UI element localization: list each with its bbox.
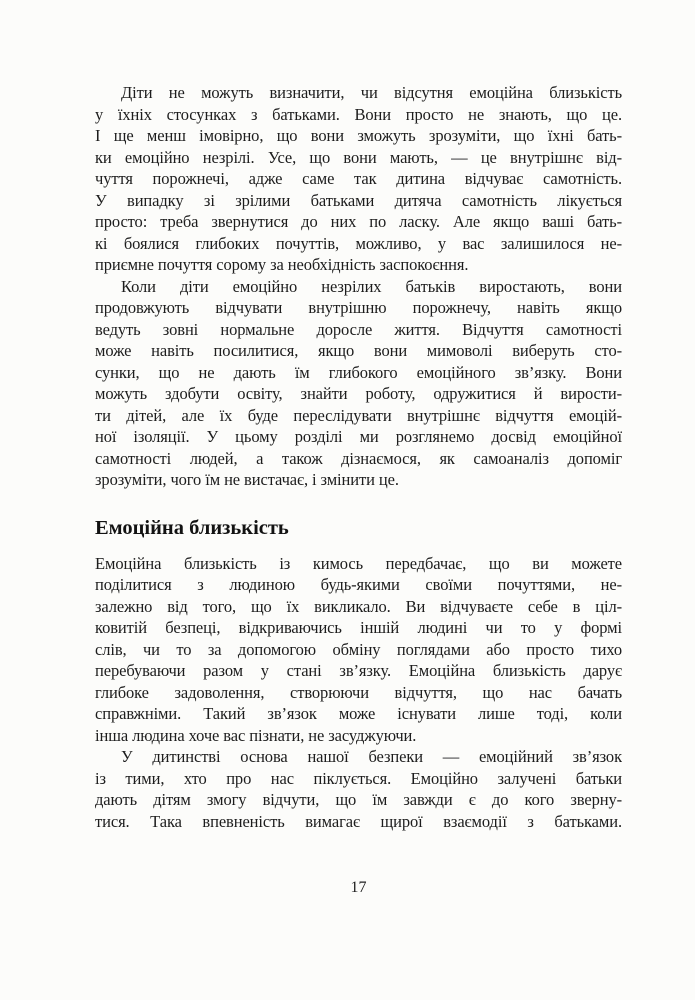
paragraph bbox=[95, 746, 622, 832]
text-line: сунки, що не дають їм глибокого емоційного зв’язку. Вони bbox=[95, 362, 622, 382]
text-line: глибоке задоволення, створюючи відчуття, що нас бачать bbox=[95, 682, 622, 702]
text-line: дають дітям змогу відчути, що їм завжди є до кого зверну- bbox=[95, 790, 622, 809]
text-line: слів, чи то за допомогою обміну поглядами або просто тихо bbox=[95, 639, 622, 659]
text-line: самотності людей, а також дізнаємося, як самоаналіз допоміг bbox=[95, 448, 622, 468]
text-line: У дитинстві основа нашої безпеки — емоційний зв’язок bbox=[121, 747, 622, 766]
text-line: ковитій безпеці, відкриваючись іншій людині чи то у формі bbox=[95, 618, 622, 637]
paragraph bbox=[95, 82, 622, 276]
text-line: тися. Така впевненість вимагає щирої взаємодії з батьками. bbox=[95, 811, 622, 831]
page-body bbox=[95, 82, 622, 832]
text-line: інша людина хоче вас пізнати, не засуджуючи. bbox=[95, 725, 417, 745]
text-line: Емоційна близькість із кимось передбачає, що ви можете bbox=[95, 553, 622, 573]
text-line: продовжують відчувати внутрішню порожнечу, навіть якщо bbox=[95, 298, 622, 317]
text-line: просто: треба звернутися до них по ласку. Але якщо ваші бать- bbox=[95, 212, 622, 231]
text-line: приємне почуття сорому за необхідність заспокоєння. bbox=[95, 255, 469, 274]
text-line: І ще менш імовірно, що вони зможуть зрозуміти, що їхні бать- bbox=[95, 126, 622, 145]
page-number: 17 bbox=[350, 879, 367, 896]
text-line: кі боялися глибоких почуттів, можливо, у вас залишилося не- bbox=[95, 233, 622, 253]
section-heading: Емоційна близькість bbox=[95, 516, 289, 539]
text-line: Коли діти емоційно незрілих батьків виростають, вони bbox=[121, 276, 622, 296]
text-line: може навіть посилитися, якщо вони мимоволі виберуть сто- bbox=[95, 341, 622, 360]
text-line: можуть здобути освіту, знайти роботу, одружитися й вирости- bbox=[95, 384, 622, 403]
text-line: поділитися з людиною будь-якими своїми почуттями, не- bbox=[95, 575, 622, 594]
text-line: ведуть зовні нормальне доросле життя. Відчуття самотності bbox=[95, 319, 622, 339]
page-footer bbox=[95, 878, 622, 898]
text-line: У випадку зі зрілими батьками дитяча самотність лікується bbox=[95, 190, 622, 210]
text-line: залежно від того, що їх викликало. Ви відчуваєте себе в ціл- bbox=[95, 596, 622, 616]
text-line: ки емоційно незрілі. Усе, що вони мають, — це внутрішнє від- bbox=[95, 147, 622, 167]
text-line: у їхніх стосунках з батьками. Вони просто не знають, що це. bbox=[95, 104, 622, 124]
text-line: ти дітей, але їх буде переслідувати внутрішнє відчуття емоцій- bbox=[95, 405, 622, 425]
text-line: із тими, хто про нас піклується. Емоційно залучені батьки bbox=[95, 768, 622, 788]
text-line: справжніми. Такий зв’язок може існувати лише тоді, коли bbox=[95, 704, 622, 723]
text-line: зрозуміти, чого їм не вистачає, і змінити це. bbox=[95, 470, 399, 489]
paragraph bbox=[95, 276, 622, 491]
text-line: Діти не можуть визначити, чи відсутня емоційна близькість bbox=[121, 83, 622, 102]
text-line: перебуваючи разом у стані зв’язку. Емоційна близькість дарує bbox=[95, 661, 622, 680]
text-line: ної ізоляції. У цьому розділі ми розглянемо досвід емоційної bbox=[95, 427, 622, 446]
text-line: чуття порожнечі, адже саме так дитина відчуває самотність. bbox=[95, 169, 622, 188]
paragraph bbox=[95, 553, 622, 747]
